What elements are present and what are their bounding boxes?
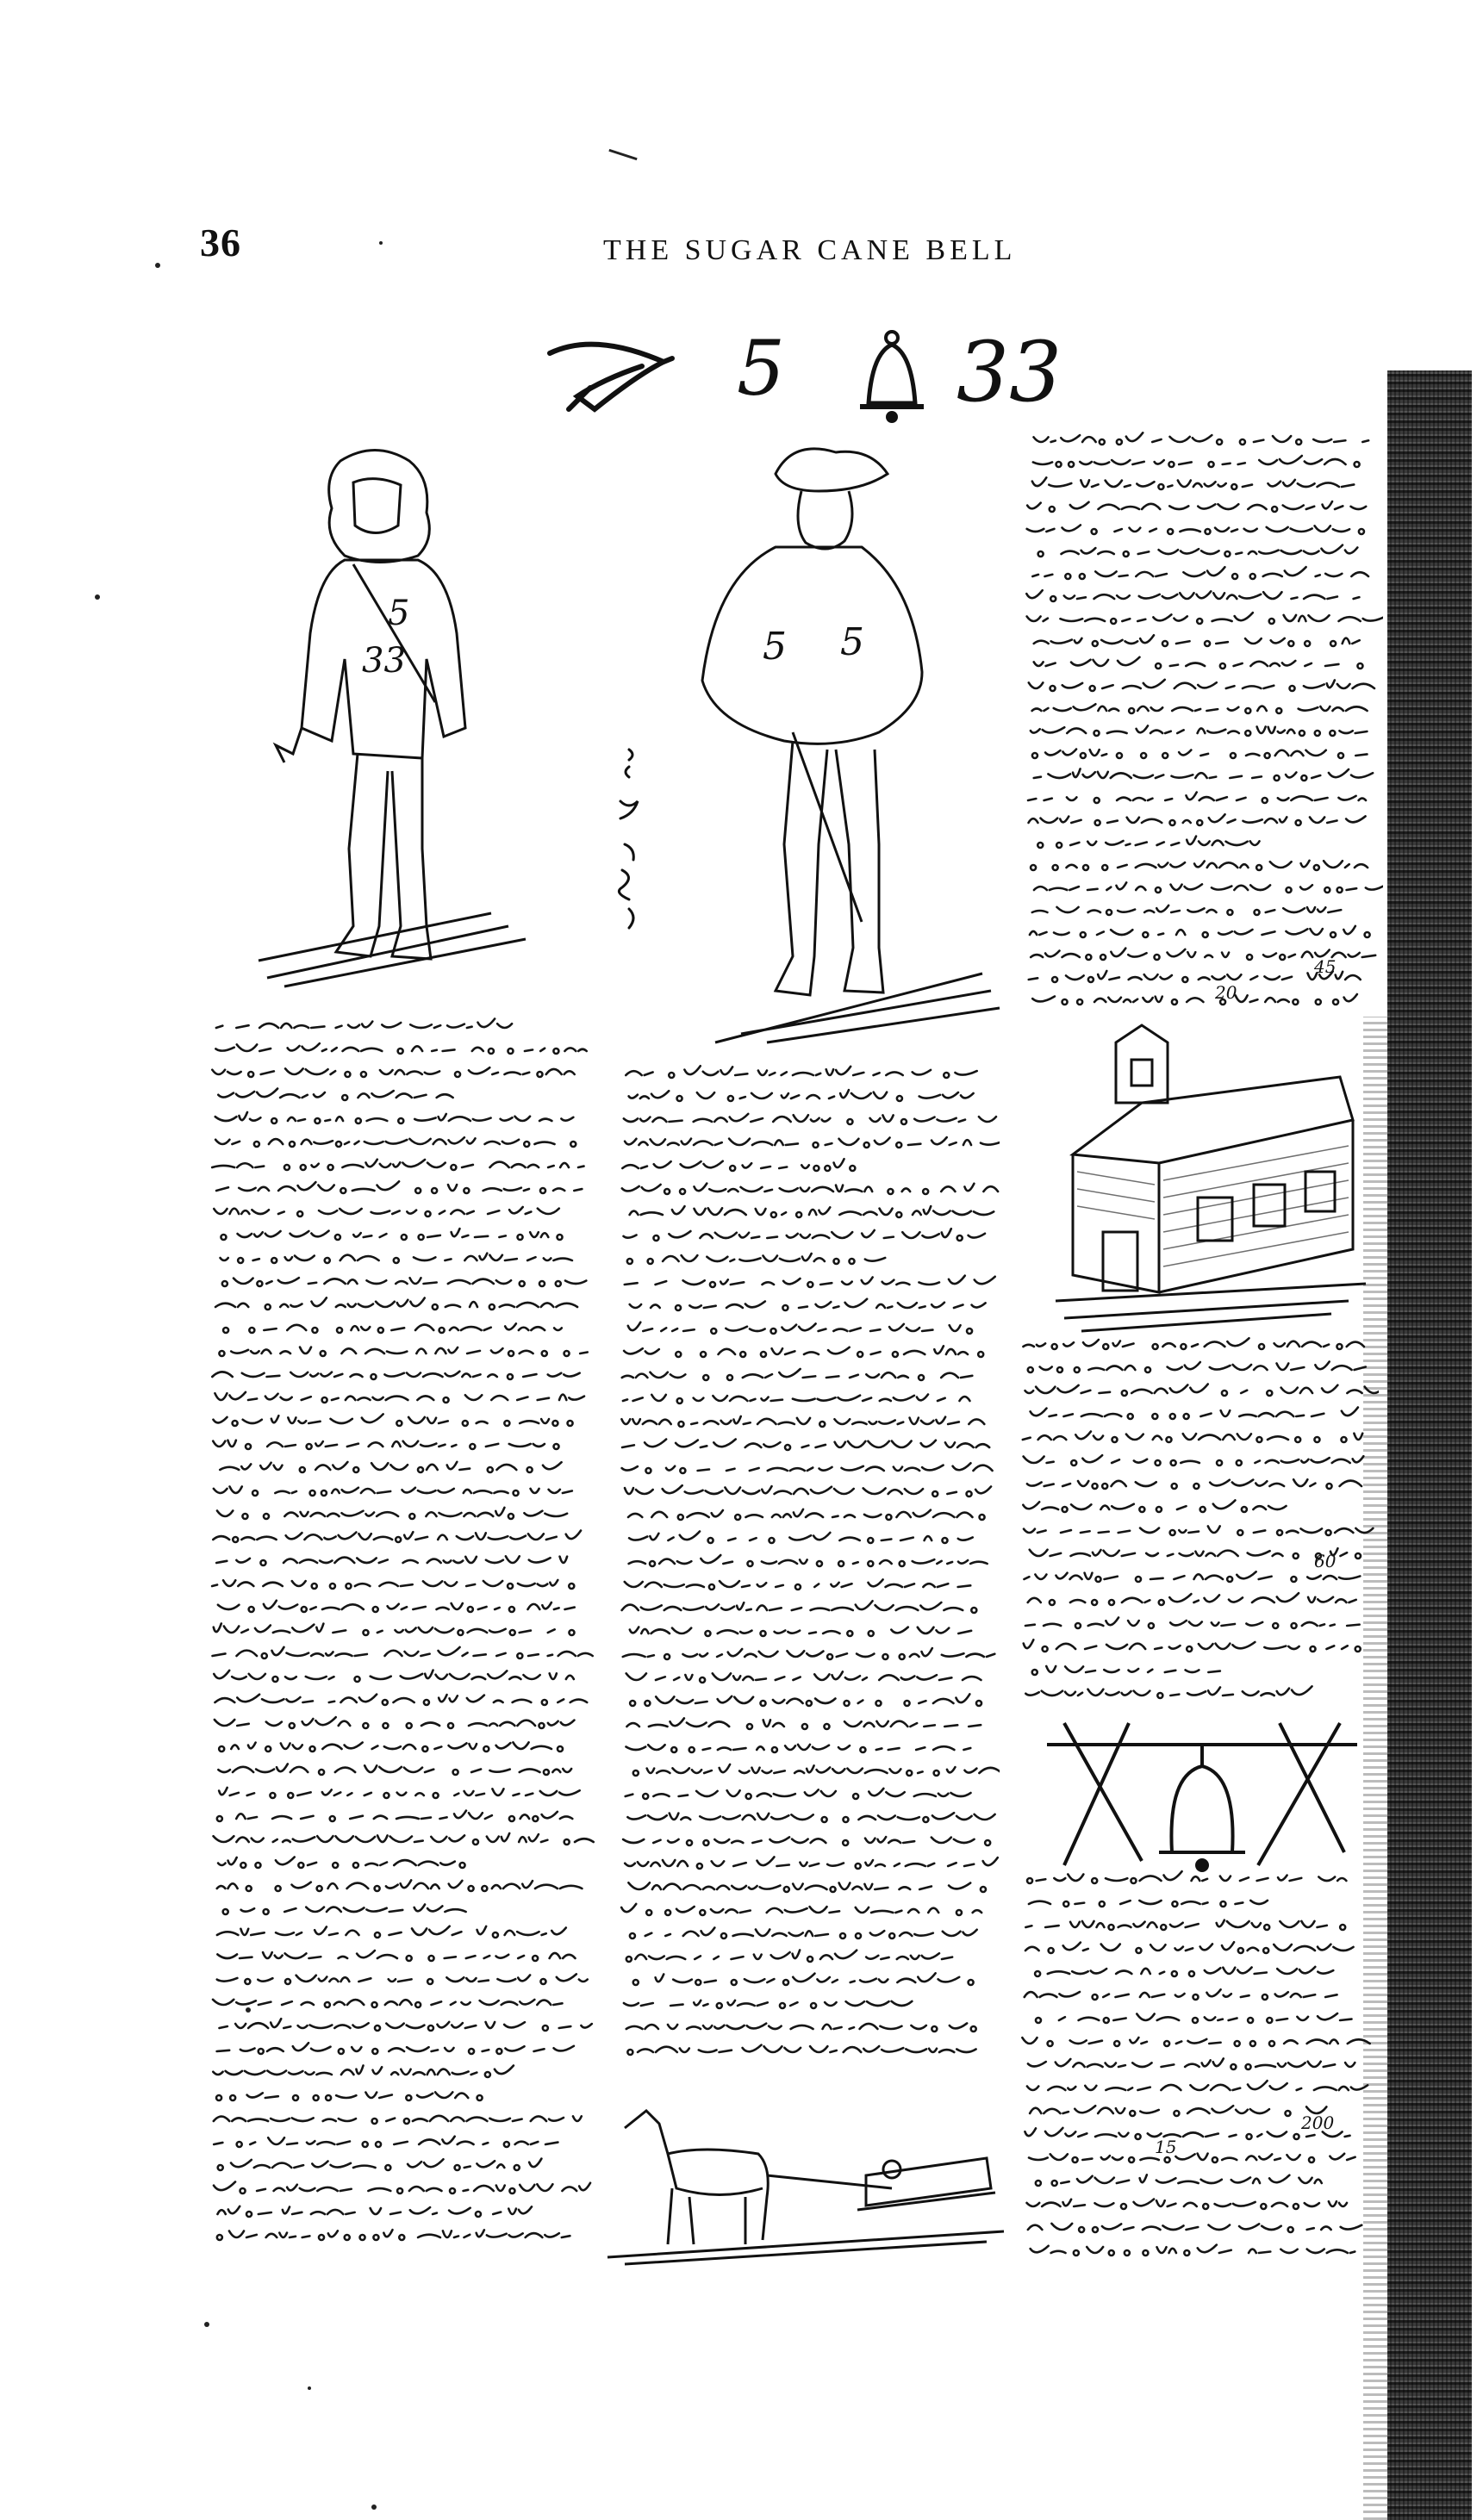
shorthand-line [625, 1579, 970, 1590]
right-column-number: 20 [1215, 982, 1237, 1003]
shorthand-line [624, 2000, 912, 2008]
shorthand-line [1029, 680, 1374, 691]
shorthand-line [622, 1159, 855, 1171]
shorthand-line [628, 1509, 985, 1520]
title-emblem [543, 324, 1129, 431]
coat-number-right: 5 [840, 620, 864, 664]
shorthand-line [1028, 2224, 1361, 2232]
shorthand-line [218, 1857, 464, 1868]
shorthand-line [217, 2230, 570, 2240]
shorthand-line [215, 1112, 574, 1123]
coat-number-left: 5 [763, 625, 787, 669]
shorthand-line [1036, 2013, 1352, 2023]
shorthand-line [216, 2092, 483, 2100]
shorthand-line [217, 2206, 532, 2217]
bell-icon [860, 332, 924, 423]
shorthand-line [626, 1745, 970, 1752]
shorthand-line [1027, 2081, 1368, 2090]
lower-right-number: 200 [1301, 2112, 1335, 2133]
shorthand-line [1032, 567, 1368, 579]
shorthand-line [629, 1531, 973, 1543]
shorthand-line [1034, 657, 1363, 669]
page-edge-rule [1387, 370, 1472, 2520]
shorthand-line [218, 1089, 452, 1100]
shorthand-line [1030, 926, 1370, 937]
shorthand-column-right-middle [1017, 1331, 1379, 1719]
shorthand-line [214, 2137, 558, 2147]
shorthand-line [217, 2043, 574, 2054]
coat-number-bottom: 33 [362, 641, 406, 681]
shorthand-line [1030, 1548, 1361, 1559]
shorthand-line [223, 1323, 562, 1333]
shorthand-line [1038, 545, 1358, 557]
lower-right-number: 60 [1314, 1551, 1337, 1571]
right-column-number: 45 [1314, 956, 1337, 977]
ink-speck [204, 2322, 209, 2327]
shorthand-line [630, 1694, 981, 1706]
page-number: 36 [200, 221, 241, 264]
shorthand-line [214, 1486, 572, 1496]
shorthand-line [1025, 1686, 1312, 1698]
shorthand-line [1032, 1666, 1220, 1675]
shorthand-line [1028, 1593, 1356, 1605]
shorthand-line [630, 1206, 994, 1217]
shorthand-line [623, 1837, 990, 1845]
shorthand-column-left [207, 1012, 595, 2262]
shorthand-line [217, 1880, 583, 1891]
shorthand-line [624, 1114, 996, 1124]
shorthand-line [1030, 2106, 1326, 2116]
shorthand-column-middle [616, 1060, 1000, 2068]
shorthand-line [628, 1882, 986, 1892]
shorthand-line [219, 1788, 580, 1798]
shorthand-line [1027, 1871, 1346, 1883]
shorthand-line [1024, 1526, 1373, 1535]
shorthand-line [1027, 1479, 1361, 1489]
running-title: THE SUGAR CANE BELL [603, 234, 1017, 266]
ink-speck [308, 2386, 311, 2390]
shorthand-line [217, 1811, 572, 1821]
shorthand-line [1025, 1384, 1379, 1396]
shorthand-line [219, 2019, 591, 2031]
shorthand-line [213, 1440, 558, 1449]
shorthand-line [213, 1414, 572, 1426]
horn-pipe-icon [550, 345, 672, 409]
shorthand-line [630, 1627, 971, 1636]
shorthand-line [1032, 750, 1368, 758]
shorthand-line [213, 2066, 514, 2077]
shorthand-line [219, 1347, 587, 1356]
shorthand-line [220, 1462, 561, 1472]
shorthand-line [1031, 1408, 1358, 1419]
shorthand-line [222, 1278, 586, 1286]
shorthand-column-right-top [1021, 426, 1383, 1021]
shorthand-line [624, 1346, 983, 1357]
shorthand-line [626, 2023, 976, 2032]
shorthand-line [214, 1207, 559, 1216]
shorthand-line [621, 1904, 981, 1915]
shorthand-line [622, 1440, 989, 1450]
shorthand-line [221, 1229, 562, 1240]
shorthand-line [1032, 704, 1368, 713]
shorthand-line [218, 1764, 571, 1775]
shorthand-line [212, 1067, 574, 1077]
shorthand-line [1034, 635, 1360, 646]
shorthand-line [215, 1043, 586, 1054]
shorthand-line [621, 1416, 984, 1427]
ink-speck [371, 2504, 377, 2510]
shorthand-line [1031, 949, 1375, 960]
shorthand-line [216, 1019, 512, 1028]
shorthand-line [1035, 1967, 1333, 1976]
shorthand-line [1025, 1920, 1345, 1930]
shorthand-line [215, 1717, 575, 1728]
shorthand-line [629, 1555, 988, 1566]
shorthand-line [630, 1299, 986, 1310]
shorthand-line [622, 1463, 993, 1473]
shorthand-line [1033, 456, 1360, 467]
shorthand-line [214, 1833, 594, 1845]
shorthand-column-right-bottom [1017, 1865, 1379, 2262]
shorthand-line [219, 1742, 563, 1752]
figure-gentleman-illustration [250, 444, 534, 986]
shorthand-line [1032, 477, 1354, 489]
shorthand-line [1029, 2154, 1355, 2162]
shorthand-line [215, 1695, 587, 1705]
shorthand-line [1032, 905, 1341, 915]
shorthand-line [629, 1090, 974, 1101]
shorthand-line [213, 1647, 593, 1658]
shorthand-line [213, 1531, 581, 1542]
shorthand-line [1029, 971, 1361, 982]
shorthand-line [1023, 1432, 1362, 1442]
shorthand-line [1025, 2128, 1349, 2139]
shorthand-line [626, 1671, 981, 1683]
shorthand-line [630, 1927, 977, 1938]
shorthand-line [217, 1508, 567, 1519]
shorthand-line [1023, 1500, 1286, 1512]
shorthand-line [215, 1392, 584, 1403]
shorthand-line [624, 1229, 985, 1241]
shorthand-line [1029, 1901, 1268, 1907]
shorthand-line [626, 1718, 981, 1729]
shorthand-line [1025, 1989, 1337, 2000]
shorthand-line [625, 1137, 1000, 1148]
shorthand-line [633, 1764, 1000, 1776]
shorthand-line [1024, 1455, 1364, 1465]
shorthand-line [1034, 432, 1369, 445]
shorthand-line [1036, 2175, 1322, 2186]
emblem-numeral-left: 5 [737, 324, 785, 413]
shorthand-line [1022, 2038, 1369, 2046]
shorthand-line [1028, 1361, 1366, 1372]
shorthand-line [625, 1485, 991, 1496]
shorthand-line [628, 1322, 972, 1334]
shorthand-line [1025, 1617, 1360, 1628]
church-illustration [1056, 1025, 1366, 1335]
shorthand-line [1023, 1338, 1363, 1349]
shorthand-line [1034, 882, 1383, 893]
shorthand-line [1031, 861, 1368, 870]
shorthand-line [218, 2159, 542, 2170]
lower-right-number: 15 [1155, 2137, 1177, 2157]
shorthand-line [1024, 1640, 1361, 1652]
shorthand-line [212, 1160, 583, 1170]
emblem-numeral-right: 33 [956, 324, 1062, 420]
shorthand-line [625, 1276, 995, 1287]
shorthand-line [623, 1648, 995, 1659]
shorthand-line [633, 1973, 974, 1985]
shorthand-line [215, 1297, 577, 1310]
shorthand-line [216, 1556, 567, 1565]
shorthand-line [625, 1857, 998, 1869]
shorthand-line [626, 1066, 976, 1078]
shorthand-line [627, 1813, 994, 1822]
shorthand-line [1029, 814, 1366, 825]
shorthand-line [622, 1369, 973, 1380]
shorthand-line [1026, 590, 1359, 601]
shorthand-line [1027, 613, 1383, 624]
top-dash-mark [608, 149, 637, 160]
shorthand-line [1027, 2200, 1348, 2209]
shorthand-line [1024, 1571, 1360, 1582]
shorthand-line [626, 1950, 952, 1962]
shorthand-line [217, 1926, 566, 1938]
shorthand-line [622, 1601, 977, 1613]
shorthand-line [215, 1137, 576, 1147]
shorthand-line [214, 1671, 574, 1682]
shorthand-line [623, 1395, 970, 1403]
shorthand-line [627, 1254, 885, 1264]
shorthand-line [1027, 501, 1366, 512]
shorthand-line [1031, 725, 1367, 736]
shorthand-line [214, 2116, 582, 2124]
coat-number-top: 5 [388, 594, 410, 633]
figure-cavalier-illustration [664, 439, 1008, 1042]
shorthand-line [1032, 994, 1357, 1005]
shorthand-line [622, 1184, 998, 1194]
shorthand-line [1028, 2058, 1355, 2069]
page-edge-shading [1363, 1017, 1389, 2520]
shorthand-line [218, 1601, 575, 1612]
shorthand-line [1028, 793, 1366, 803]
shorthand-line [1031, 2245, 1355, 2256]
shorthand-line [626, 1789, 971, 1799]
shorthand-line [1027, 525, 1364, 534]
ink-speck [95, 594, 100, 600]
shorthand-line [212, 1580, 574, 1589]
shorthand-line [214, 2181, 590, 2193]
shorthand-line [212, 1372, 579, 1379]
shorthand-line [214, 1623, 575, 1635]
ink-speck [155, 263, 160, 268]
shorthand-line [1034, 768, 1373, 781]
shorthand-line [221, 1254, 572, 1263]
vertical-shorthand-caption [603, 741, 655, 939]
shorthand-line [1037, 837, 1259, 848]
shorthand-line [627, 2045, 975, 2055]
shorthand-line [216, 1181, 582, 1193]
horse-and-sled-illustration [608, 2094, 1004, 2266]
shorthand-line [213, 2000, 562, 2007]
shorthand-line [1025, 1942, 1354, 1953]
shorthand-line [217, 1951, 575, 1961]
shorthand-line [217, 1974, 588, 1984]
shorthand-line [223, 1905, 466, 1914]
ink-speck [379, 241, 383, 245]
